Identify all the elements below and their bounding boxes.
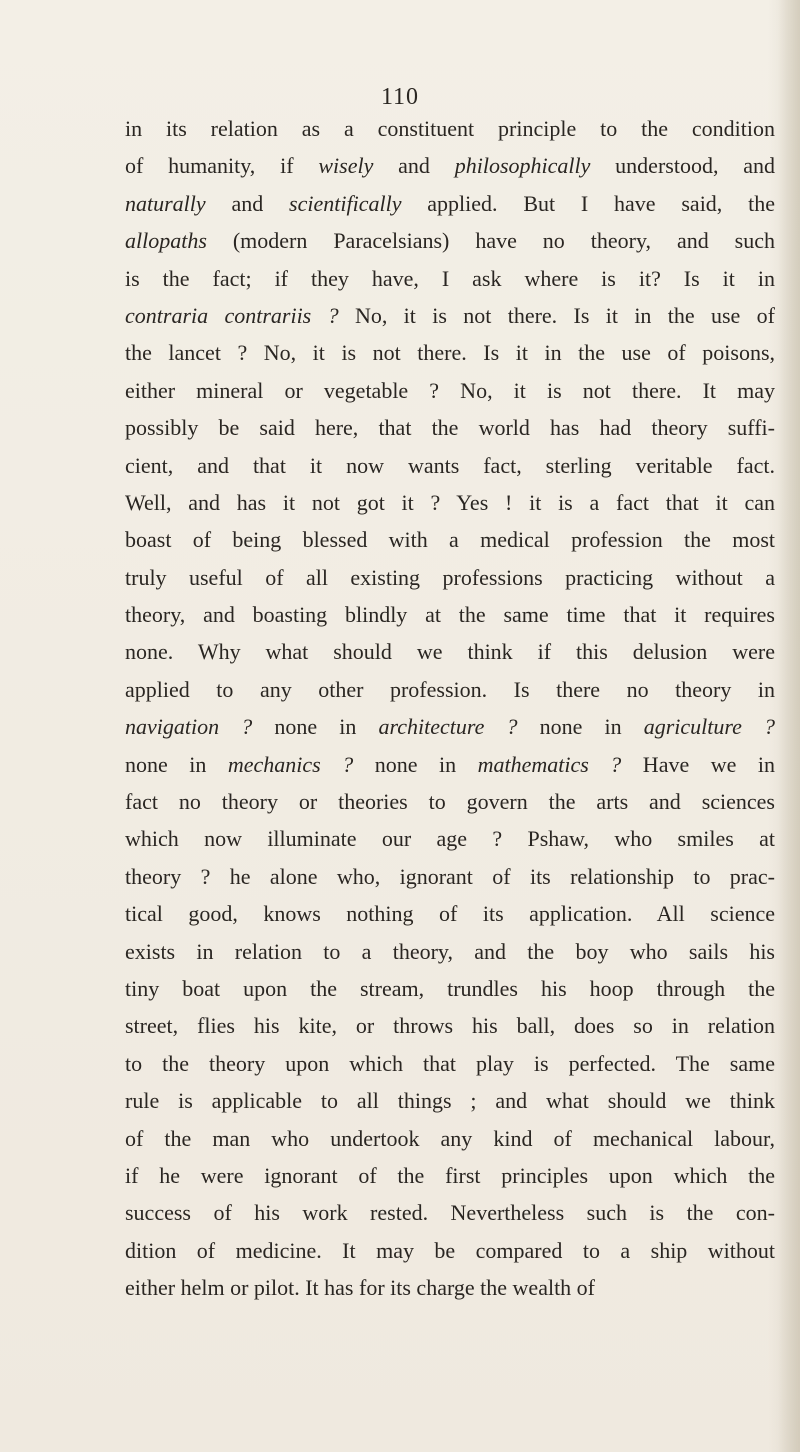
text-segment: tical good, knows nothing of its application. All science bbox=[125, 901, 775, 927]
italic-segment: allopaths bbox=[125, 228, 207, 254]
text-segment: applied to any other profession. Is there no theory in bbox=[125, 676, 775, 702]
text-line bbox=[125, 1045, 775, 1082]
italic-segment: mathematics ? bbox=[477, 751, 622, 777]
text-segment: exists in relation to a theory, and the boy who sails his bbox=[125, 938, 775, 964]
text-segment: none in bbox=[252, 714, 379, 740]
text-segment: rule is applicable to all things ; and what should we think bbox=[125, 1088, 775, 1114]
text-line bbox=[125, 1007, 775, 1044]
italic-segment: navigation ? bbox=[125, 714, 253, 740]
text-line bbox=[125, 783, 775, 820]
text-segment: boast of being blessed with a medical profession the most bbox=[125, 527, 775, 553]
text-segment: Have we in bbox=[621, 751, 775, 777]
text-segment: none in bbox=[125, 751, 228, 777]
page-edge-shadow bbox=[778, 0, 800, 1452]
text-segment: none in bbox=[353, 751, 478, 777]
text-segment: theory, and boasting blindly at the same time that it requires bbox=[125, 602, 775, 628]
text-line bbox=[125, 222, 775, 259]
page-number: 110 bbox=[380, 84, 420, 110]
text-segment: the lancet ? No, it is not there. Is it in the use of poisons, bbox=[125, 340, 775, 366]
text-segment: (modern Paracelsians) have no theory, and such bbox=[206, 228, 775, 254]
text-segment: if he were ignorant of the first principles upon which the bbox=[125, 1162, 775, 1188]
text-segment: to the theory upon which that play is perfected. The same bbox=[125, 1050, 775, 1076]
text-segment: of the man who undertook any kind of mechanical labour, bbox=[125, 1125, 775, 1151]
text-line bbox=[125, 1082, 775, 1119]
text-line bbox=[125, 633, 775, 670]
text-line bbox=[125, 484, 775, 521]
text-segment: understood, and bbox=[590, 153, 776, 179]
text-segment: applied. But I have said, the bbox=[401, 190, 775, 216]
text-line bbox=[125, 596, 775, 633]
text-segment: truly useful of all existing professions practicing without a bbox=[125, 564, 775, 590]
italic-segment: mechanics ? bbox=[227, 751, 354, 777]
text-line bbox=[125, 185, 775, 222]
text-line bbox=[125, 334, 775, 371]
text-segment: of humanity, if bbox=[125, 153, 319, 179]
text-segment: which now illuminate our age ? Pshaw, who smiles at bbox=[125, 826, 775, 852]
text-line bbox=[125, 260, 775, 297]
text-line bbox=[125, 933, 775, 970]
italic-segment: agriculture ? bbox=[643, 714, 775, 740]
text-segment: tiny boat upon the stream, trundles his hoop through the bbox=[125, 975, 775, 1001]
text-segment: Well, and has it not got it ? Yes ! it is a fact that it can bbox=[125, 489, 775, 515]
text-line bbox=[125, 1269, 775, 1306]
text-segment: is the fact; if they have, I ask where is it? Is it in bbox=[125, 265, 775, 291]
italic-segment: philosophically bbox=[454, 153, 591, 179]
text-segment: in its relation as a constituent principle to the condition bbox=[125, 116, 775, 141]
text-line bbox=[125, 409, 775, 446]
text-segment: possibly be said here, that the world has had theory suffi- bbox=[125, 415, 775, 441]
text-line bbox=[125, 858, 775, 895]
text-line bbox=[125, 297, 775, 334]
italic-segment: contraria contrariis ? bbox=[125, 302, 339, 328]
text-segment: theory ? he alone who, ignorant of its relationship to prac- bbox=[125, 863, 775, 889]
text-line bbox=[125, 559, 775, 596]
text-line bbox=[125, 1120, 775, 1157]
body-text bbox=[125, 110, 775, 1307]
text-line bbox=[125, 110, 775, 147]
text-line bbox=[125, 820, 775, 857]
text-segment: fact no theory or theories to govern the arts and sciences bbox=[125, 789, 775, 815]
italic-segment: wisely bbox=[318, 153, 374, 179]
text-segment: and bbox=[205, 190, 290, 216]
text-segment: No, it is not there. Is it in the use of bbox=[338, 302, 775, 328]
italic-segment: scientifically bbox=[289, 190, 402, 216]
text-segment: dition of medicine. It may be compared to a ship without bbox=[125, 1237, 775, 1263]
text-segment: cient, and that it now wants fact, sterling veritable fact. bbox=[125, 452, 775, 478]
text-segment: either helm or pilot. It has for its charge the wealth of bbox=[125, 1275, 596, 1301]
text-segment: none in bbox=[517, 714, 644, 740]
text-line bbox=[125, 1157, 775, 1194]
text-segment: and bbox=[373, 153, 455, 179]
text-line bbox=[125, 1194, 775, 1231]
text-segment: either mineral or vegetable ? No, it is not there. It may bbox=[125, 377, 775, 403]
text-line bbox=[125, 372, 775, 409]
text-segment: success of his work rested. Nevertheless such is the con- bbox=[125, 1200, 775, 1226]
text-line bbox=[125, 746, 775, 783]
text-line bbox=[125, 521, 775, 558]
italic-segment: architecture ? bbox=[378, 714, 518, 740]
text-line bbox=[125, 147, 775, 184]
text-line bbox=[125, 970, 775, 1007]
text-segment: street, flies his kite, or throws his ball, does so in relation bbox=[125, 1013, 775, 1039]
text-line bbox=[125, 708, 775, 745]
text-line bbox=[125, 447, 775, 484]
text-segment: none. Why what should we think if this delusion were bbox=[125, 639, 775, 665]
text-line bbox=[125, 671, 775, 708]
italic-segment: naturally bbox=[125, 190, 206, 216]
text-line bbox=[125, 895, 775, 932]
text-line bbox=[125, 1232, 775, 1269]
